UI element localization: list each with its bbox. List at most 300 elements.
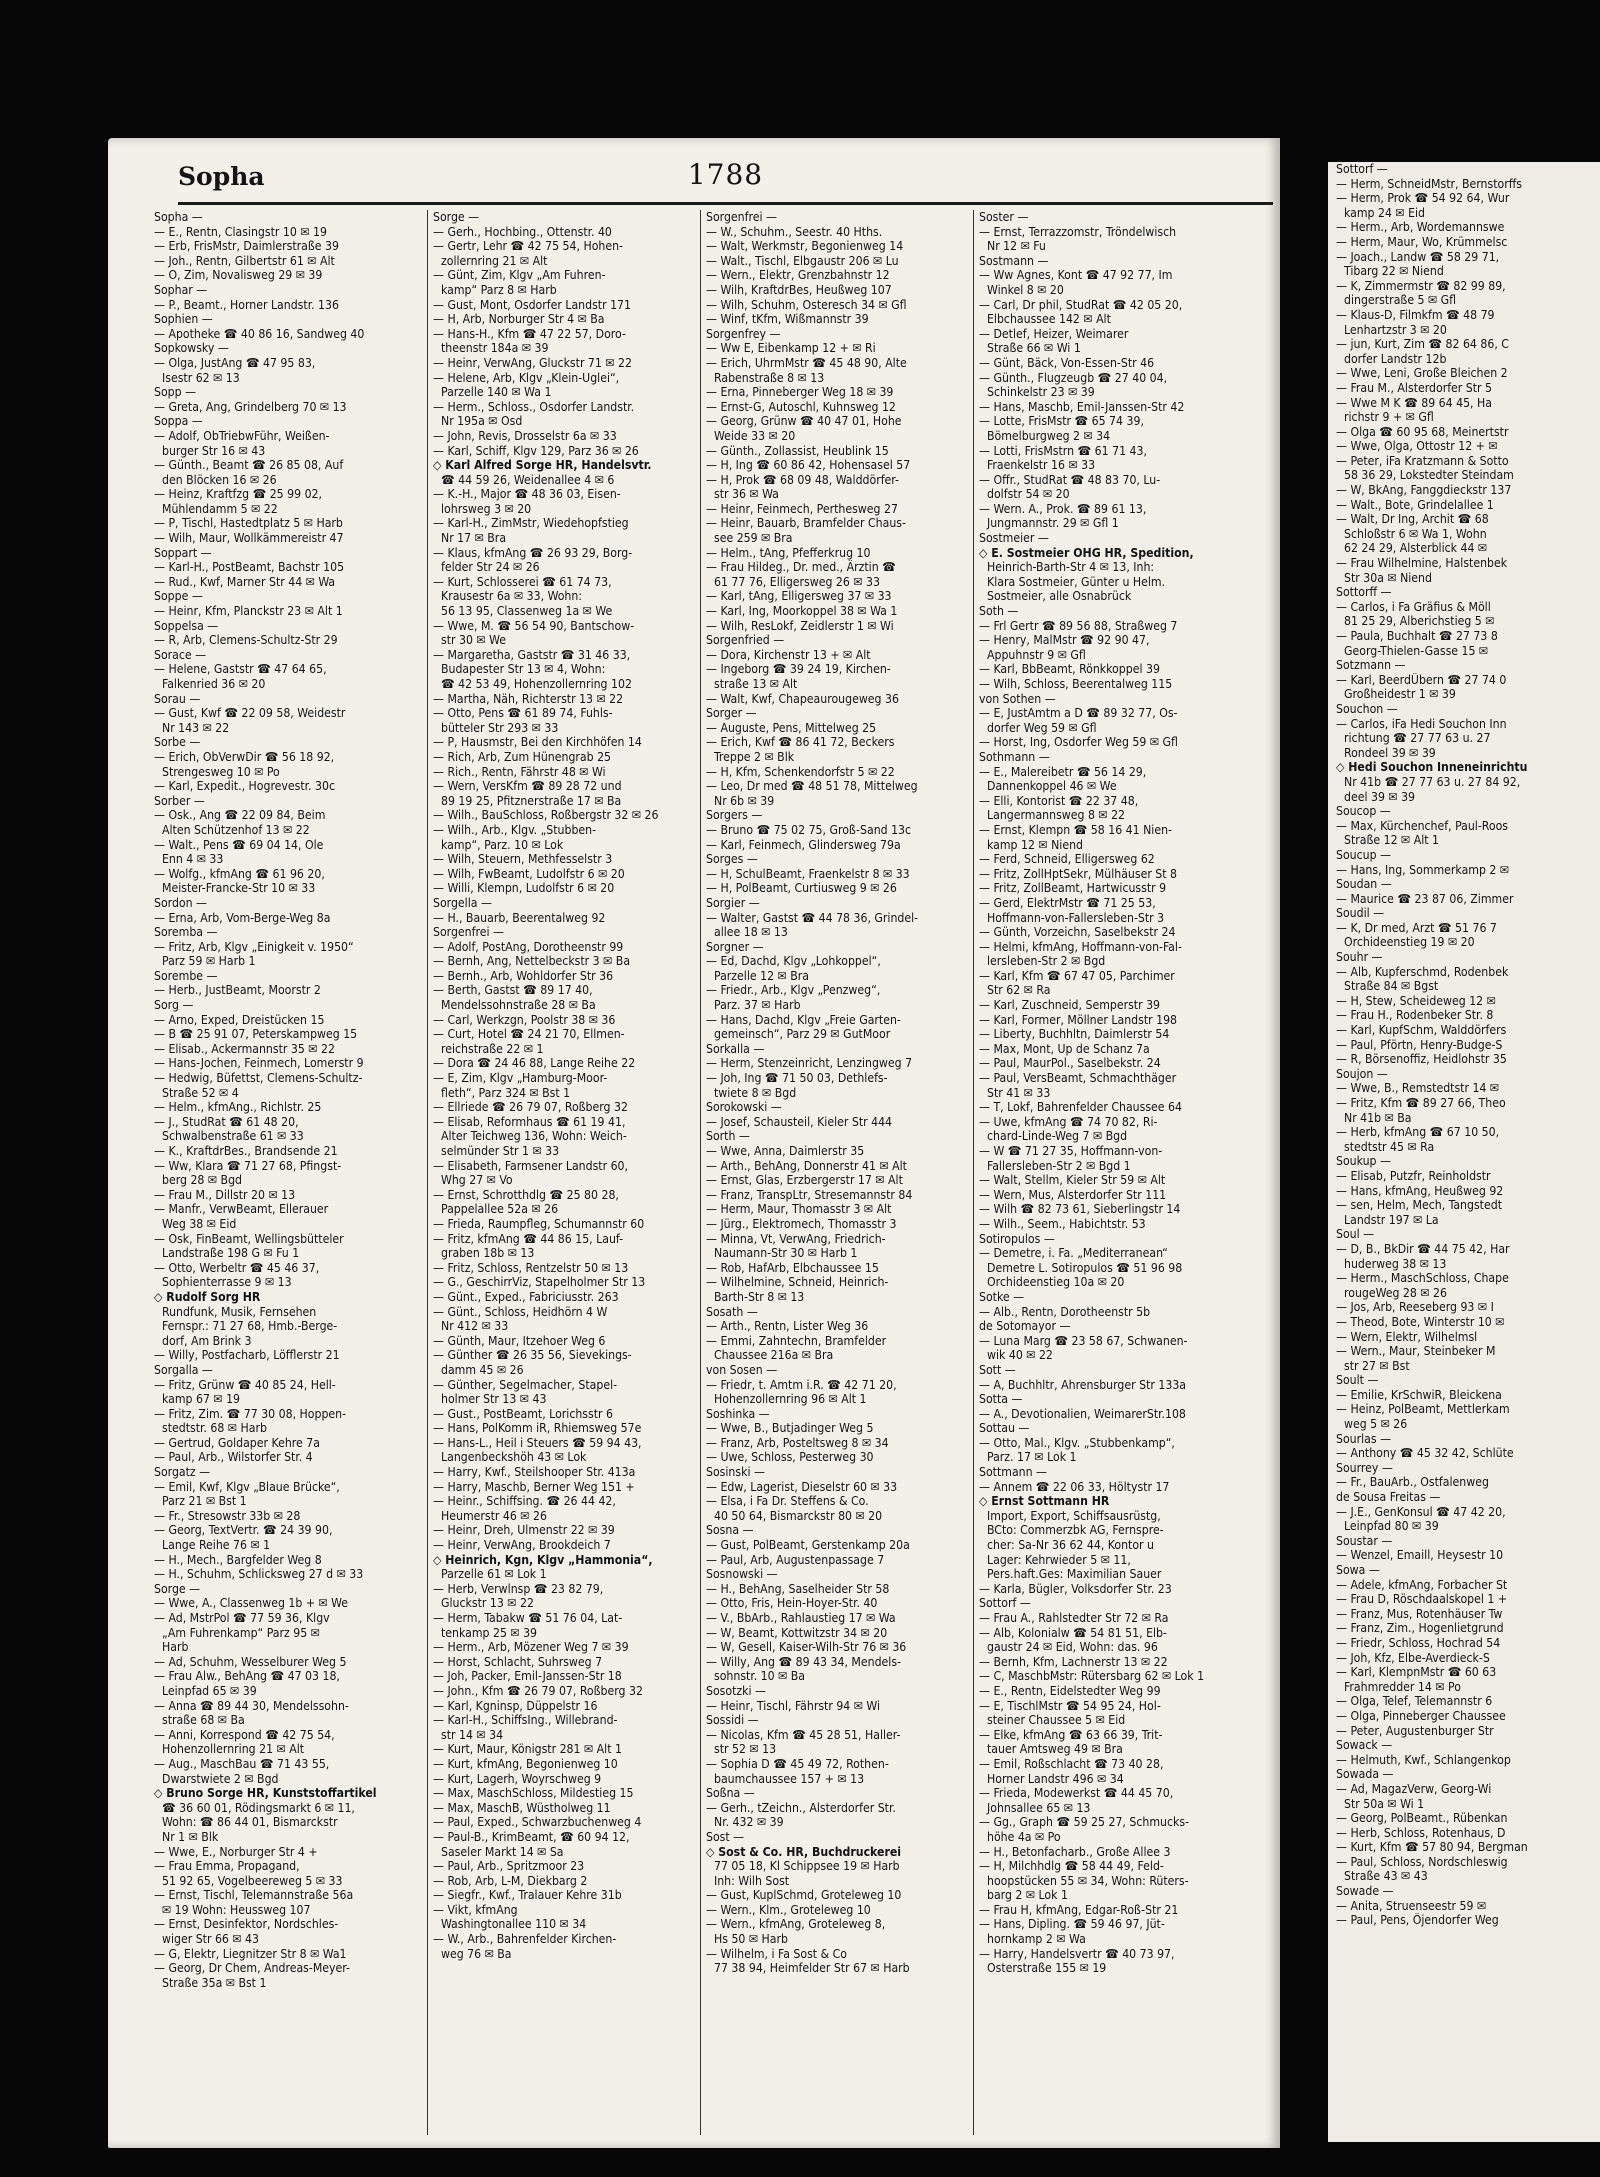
directory-entry-line: fleth“, Parz 324 ✉ Bst 1 [441, 1085, 571, 1100]
directory-entry-line: — G., GeschirrViz, Stapelholmer Str 13 [433, 1275, 646, 1290]
directory-entry-line: — Wwe, B., Butjadinger Weg 5 [706, 1421, 874, 1436]
directory-entry-line: — Willy, Postfacharb, Löfflerstr 21 [154, 1348, 340, 1363]
directory-entry-line: 77 05 18, Kl Schippsee 19 ✉ Harb [714, 1859, 900, 1874]
directory-entry-line: — Paul, Exped., Schwarzbuchenweg 4 [433, 1815, 642, 1830]
directory-entry-line: — H, Ing ☎ 60 86 42, Hohensasel 57 [706, 458, 911, 473]
directory-entry-line: — Aug., MaschBau ☎ 71 43 55, [154, 1756, 330, 1771]
directory-entry-line: — W., Arb., Bahrenfelder Kirchen- [433, 1932, 617, 1947]
directory-entry-line: stedtstr 45 ✉ Ra [1344, 1139, 1435, 1154]
directory-entry-line: — Frau Wilhelmine, Halstenbek [1336, 556, 1508, 571]
directory-entry-line: Fernspr.: 71 27 68, Hmb.-Berge- [162, 1319, 338, 1334]
surname-heading: Sottorf — [979, 1596, 1031, 1611]
directory-entry-line: — Liberty, Buchhltn, Daimlerstr 54 [979, 1027, 1170, 1042]
directory-entry-line: — Kurt, Kfm ☎ 57 80 94, Bergman [1336, 1840, 1528, 1855]
directory-entry-line: — Wilh, Maur, Wollkämmereistr 47 [154, 531, 344, 546]
directory-entry-line: rougeWeg 28 ✉ 26 [1344, 1285, 1447, 1300]
directory-entry-line: str 14 ✉ 34 [441, 1727, 504, 1742]
directory-entry-line: — Paul, Pens, Öjendorfer Weg [1336, 1913, 1499, 1928]
directory-entry-line: Schwalbenstraße 61 ✉ 33 [162, 1129, 304, 1144]
directory-entry-line: — Harry, Handelsvertr ☎ 40 73 97, [979, 1946, 1175, 1961]
directory-entry-line: — Wern, Mus, Alsterdorfer Str 111 [979, 1187, 1167, 1202]
directory-entry-line: — Frau H, kfmAng, Edgar-Roß-Str 21 [979, 1902, 1179, 1917]
directory-entry-line: — Hans, kfmAng, Heußweg 92 [1336, 1183, 1504, 1198]
directory-entry-line: — R, Arb, Clemens-Schultz-Str 29 [154, 633, 338, 648]
directory-entry-line: — Erna, Pinneberger Weg 18 ✉ 39 [706, 385, 894, 400]
directory-entry-line: — Karl, Former, Möllner Landstr 198 [979, 1012, 1178, 1027]
directory-entry-line: — Adele, kfmAng, Forbacher St [1336, 1577, 1508, 1592]
surname-heading: Sossidi — [706, 1713, 759, 1728]
directory-entry-line: Nr 41b ☎ 27 77 63 u. 27 84 92, [1344, 774, 1521, 789]
directory-entry-line: 81 25 29, Alberichstieg 5 ✉ [1344, 614, 1495, 629]
directory-entry-line: — Olga ☎ 60 95 68, Meinertstr [1336, 424, 1509, 439]
directory-entry-line: — Wilh, FwBeamt, Ludolfstr 6 ✉ 20 [433, 866, 625, 881]
directory-entry-line: — Heinr, VerwAng, Brookdeich 7 [433, 1538, 611, 1553]
surname-heading: de Sotomayor — [979, 1319, 1071, 1334]
directory-entry-line: Weg 38 ✉ Eid [162, 1216, 237, 1231]
directory-entry-line: — Demetre, i. Fa. „Mediterranean“ [979, 1246, 1168, 1261]
directory-entry-line: Enn 4 ✉ 33 [162, 852, 224, 867]
directory-entry-line: — Herb, Verwlnsp ☎ 23 82 79, [433, 1581, 604, 1596]
directory-entry-line: Str 41 ✉ 33 [987, 1085, 1051, 1100]
directory-entry-line: — Günth., Beamt ☎ 26 85 08, Auf [154, 458, 344, 473]
surname-heading: Sordon — [154, 895, 208, 910]
directory-entry-line: — Ad, MagazVerw, Georg-Wi [1336, 1781, 1492, 1796]
directory-entry-line: stedtstr. 68 ✉ Harb [162, 1421, 267, 1436]
directory-entry-line: — Hans, Ing, Sommerkamp 2 ✉ [1336, 862, 1510, 877]
directory-entry-line: — Vikt, kfmAng [433, 1902, 518, 1917]
directory-entry-line: — Herb, kfmAng ☎ 67 10 50, [1336, 1125, 1500, 1140]
directory-entry-line: Parz 59 ✉ Harb 1 [162, 954, 256, 969]
directory-entry-line: graben 18b ✉ 13 [441, 1246, 535, 1261]
directory-entry-line: — Herb., JustBeamt, Moorstr 2 [154, 983, 321, 998]
directory-entry-line: — Kurt, Schlosserei ☎ 61 74 73, [433, 574, 612, 589]
directory-entry-line: gaustr 24 ✉ Eid, Wohn: das. 96 [987, 1640, 1158, 1655]
directory-entry-line: — Gust, KuplSchmd, Groteleweg 10 [706, 1888, 902, 1903]
directory-entry-line: str 36 ✉ Wa [714, 487, 779, 502]
surname-heading: Sorgenfrei — [433, 925, 504, 940]
directory-entry-line: Str 30a ✉ Niend [1344, 570, 1432, 585]
directory-entry-line: Washingtonallee 110 ✉ 34 [441, 1917, 587, 1932]
directory-entry-line: — Theod, Bote, Winterstr 10 ✉ [1336, 1314, 1505, 1329]
directory-entry-line: — E, Zim, Klgv „Hamburg-Moor- [433, 1071, 608, 1086]
directory-entry-line: — H, PolBeamt, Curtiusweg 9 ✉ 26 [706, 881, 897, 896]
directory-entry-line: — P., Beamt., Horner Landstr. 136 [154, 297, 339, 312]
surname-heading: Soucop — [1336, 804, 1391, 819]
directory-entry-line: — Günth, Vorzeichn, Saselbekstr 24 [979, 925, 1176, 940]
surname-heading: Sorge — [154, 1581, 201, 1596]
directory-entry-line: — sen, Helm, Mech, Tangstedt [1336, 1198, 1502, 1213]
directory-entry-line: — Wwe, B., Remstedtstr 14 ✉ [1336, 1081, 1500, 1096]
directory-entry-line: Straße 35a ✉ Bst 1 [162, 1975, 267, 1990]
directory-entry-line: Naumann-Str 30 ✉ Harb 1 [714, 1246, 858, 1261]
directory-entry-line: Jungmannstr. 29 ✉ Gfl 1 [987, 516, 1119, 531]
directory-entry-line: — Wern., Klm., Groteleweg 10 [706, 1902, 871, 1917]
directory-entry-line: — Ingeborg ☎ 39 24 19, Kirchen- [706, 662, 891, 677]
directory-entry-line: — jun, Kurt, Zim ☎ 82 64 86, C [1336, 337, 1509, 352]
surname-heading: Sothmann — [979, 749, 1050, 764]
directory-entry-line: — Emil, Roßschlacht ☎ 73 40 28, [979, 1756, 1164, 1771]
directory-entry-line: — Gerh., tZeichn., Alsterdorfer Str. [706, 1800, 896, 1815]
surname-heading: Sorgier — [706, 895, 760, 910]
surname-heading: Sottmann — [979, 1465, 1048, 1480]
directory-entry-line: — Klaus-D, Filmkfm ☎ 48 79 [1336, 307, 1495, 322]
surname-heading: Sowa — [1336, 1563, 1380, 1577]
directory-entry-line: Fallersleben-Str 2 ✉ Bgd 1 [987, 1158, 1131, 1173]
directory-columns [154, 210, 1274, 2135]
directory-entry-line: — Günther, Segelmacher, Stapel- [433, 1377, 618, 1392]
surname-heading: Soshinka — [706, 1406, 770, 1421]
directory-entry-line: — Arth., BehAng, Donnerstr 41 ✉ Alt [706, 1158, 907, 1173]
directory-entry-line: — Ernst, Terrazzomstr, Tröndelwisch [979, 224, 1177, 239]
directory-entry-line: — Georg, TextVertr. ☎ 24 39 90, [154, 1523, 333, 1538]
directory-entry-line: — Alb, Kupferschmd, Rodenbek [1336, 964, 1509, 979]
surname-heading: Sott — [979, 1362, 1016, 1377]
column-2 [427, 210, 695, 2135]
directory-entry-line: — Adolf, ObTriebwFühr, Weißen- [154, 428, 330, 443]
directory-entry-line: — Paul, Arb., Spritzmoor 23 [433, 1859, 585, 1874]
directory-entry-line: — Olga, Pinneberger Chaussee [1336, 1708, 1506, 1723]
directory-entry-line: Nr 195a ✉ Osd [441, 414, 523, 429]
directory-entry-line: — Wwe, Anna, Daimlerstr 35 [706, 1144, 865, 1158]
directory-entry-line: Chaussee 216a ✉ Bra [714, 1348, 834, 1363]
directory-entry-line: — H, Milchhdlg ☎ 58 44 49, Feld- [979, 1859, 1164, 1874]
surname-heading: Sowada — [1336, 1767, 1394, 1782]
directory-entry-line: Heinrich-Barth-Str 4 ✉ 13, Inh: [987, 560, 1155, 575]
directory-entry-line: — Bernh, Ang, Nettelbeckstr 3 ✉ Ba [433, 954, 631, 969]
directory-entry-line: Osterstraße 155 ✉ 19 [987, 1961, 1107, 1976]
directory-entry-line: — Osk, FinBeamt, Wellingsbütteler [154, 1231, 344, 1246]
directory-entry-line: — Osk., Ang ☎ 22 09 84, Beim [154, 808, 326, 823]
directory-entry-line: — Karl, BeerdÜbern ☎ 27 74 0 [1336, 672, 1507, 687]
directory-entry-line: Treppe 2 ✉ Blk [714, 749, 795, 764]
directory-entry-line: — Karl, tAng, Elligersweg 37 ✉ 33 [706, 589, 892, 604]
directory-entry-line: — H., Mech., Bargfelder Weg 8 [154, 1552, 322, 1567]
directory-entry-line: Klara Sostmeier, Günter u Helm. [987, 574, 1166, 589]
directory-entry-line: — Herm, Maur, Thomasstr 3 ✉ Alt [706, 1202, 892, 1217]
directory-entry-line: — Nicolas, Kfm ☎ 45 28 51, Haller- [706, 1727, 901, 1742]
directory-entry-line: Rundfunk, Musik, Fernsehen [162, 1304, 317, 1319]
directory-entry-line: Horner Landstr 496 ✉ 34 [987, 1771, 1124, 1786]
directory-entry-line: — Erich, ObVerwDir ☎ 56 18 92, [154, 749, 335, 764]
directory-entry-line: — Maurice ☎ 23 87 06, Zimmer [1336, 891, 1514, 906]
surname-heading: von Sosen — [706, 1362, 778, 1377]
directory-entry-line: — Franz, TranspLtr, Stresemannstr 84 [706, 1187, 913, 1202]
directory-entry-line: 77 38 94, Heimfelder Str 67 ✉ Harb [714, 1961, 910, 1976]
directory-entry-line: — Günt, Zim, Klgv „Am Fuhren- [433, 268, 606, 283]
directory-entry-line: — Elke, kfmAng ☎ 63 66 39, Trit- [979, 1727, 1163, 1742]
surname-heading: Sowack — [1336, 1738, 1393, 1753]
directory-entry-line: richtung ☎ 27 77 63 u. 27 [1344, 731, 1491, 746]
directory-entry-line: — Jos, Arb, Reeseberg 93 ✉ I [1336, 1300, 1494, 1315]
directory-entry-line: — Wern., Maur, Steinbeker M [1336, 1344, 1496, 1359]
directory-entry-line: höhe 4a ✉ Po [987, 1829, 1061, 1844]
surname-heading: Soujon — [1336, 1066, 1388, 1081]
surname-heading: Sottorff — [1336, 585, 1392, 600]
directory-entry-line: 89 19 25, Pfitznerstraße 17 ✉ Ba [441, 793, 622, 808]
directory-entry-line: — Carl, Dr phil, StudRat ☎ 42 05 20, [979, 297, 1183, 312]
surname-heading: Soult — [1336, 1373, 1379, 1388]
directory-entry-line: Langenbeckshöh 43 ✉ Lok [441, 1450, 587, 1465]
directory-entry-line: — Ernst, Glas, Erzbergerstr 17 ✉ Alt [706, 1173, 903, 1188]
directory-entry-line: — O, Zim, Novalisweg 29 ✉ 39 [154, 268, 323, 283]
directory-entry-line: — Offr., StudRat ☎ 48 83 70, Lu- [979, 472, 1161, 487]
directory-entry-line: — Berth, Gastst ☎ 89 17 40, [433, 983, 593, 998]
directory-entry-line: Orchideenstieg 10a ✉ 20 [987, 1275, 1125, 1290]
surname-heading: Sorth — [706, 1129, 750, 1144]
directory-entry-line: — Helm., kfmAng., Richlstr. 25 [154, 1100, 322, 1115]
directory-entry-line: — Peter, iFa Kratzmann & Sotto [1336, 453, 1509, 468]
surname-heading: Sorau — [154, 691, 201, 706]
directory-entry-line: — Uwe, kfmAng ☎ 74 70 82, Ri- [979, 1114, 1158, 1129]
directory-entry-line: — Franz, Mus, Rotenhäuser Tw [1336, 1606, 1503, 1621]
directory-entry-line: — Carlos, i Fa Gräfius & Möll [1336, 599, 1491, 614]
directory-entry-line: — Herm, Stenzeinricht, Lenzingweg 7 [706, 1056, 913, 1071]
surname-heading: Sost — [706, 1829, 745, 1844]
directory-entry-line: — Dora, Kirchenstr 13 + ✉ Alt [706, 647, 871, 662]
directory-entry-line: lersleben-Str 2 ✉ Bgd [987, 954, 1106, 969]
directory-entry-line: — Wwe M K ☎ 89 64 45, Ha [1336, 395, 1492, 410]
directory-entry-line: — Otto, Fris, Hein-Hoyer-Str. 40 [706, 1596, 878, 1611]
directory-entry-line: — Ernst-G, Autoschl, Kuhnsweg 12 [706, 399, 896, 414]
directory-entry-line: — Jürg., Elektromech, Thomasstr 3 [706, 1216, 897, 1231]
directory-entry-line: — E, JustAmtm a D ☎ 89 32 77, Os- [979, 706, 1178, 721]
surname-heading: Sosinski — [706, 1465, 765, 1480]
surname-heading: Soppart — [154, 545, 212, 560]
directory-entry-line: hornkamp 2 ✉ Wa [987, 1932, 1086, 1947]
directory-entry-line: — Helm., tAng, Pfefferkrug 10 [706, 545, 871, 560]
directory-entry-line: steiner Chaussee 5 ✉ Eid [987, 1713, 1126, 1728]
directory-entry-line: — V., BbArb., Rahlaustieg 17 ✉ Wa [706, 1611, 896, 1625]
directory-entry-line: — Joach., Landw ☎ 58 29 71, [1336, 249, 1500, 264]
directory-entry-line: — Fritz, ZollBeamt, Hartwicusstr 9 [979, 881, 1167, 896]
directory-entry-line: — Wenzel, Emaill, Heysestr 10 [1336, 1548, 1504, 1563]
directory-entry-line: — Wilh., Seem., Habichtstr. 53 [979, 1216, 1146, 1231]
directory-entry-line: — Wern., kfmAng, Groteleweg 8, [706, 1917, 886, 1932]
surname-heading: Souhr — [1336, 950, 1383, 965]
directory-entry-line: — H., Betonfacharb., Große Allee 3 [979, 1844, 1171, 1859]
directory-entry-line: — H, Prok ☎ 68 09 48, Walddörfer- [706, 472, 899, 487]
directory-entry-line: felder Str 24 ✉ 26 [441, 560, 540, 575]
directory-entry-line: — Fr., Stresowstr 33b ✉ 28 [154, 1508, 301, 1523]
directory-entry-line: — Joh, Packer, Emil-Janssen-Str 18 [433, 1669, 622, 1684]
directory-entry-line: — Horst, Ing, Osdorfer Weg 59 ✉ Gfl [979, 735, 1178, 750]
directory-entry-line: — Karl, Feinmech, Glindersweg 79a [706, 837, 901, 852]
directory-entry-line: gemeinsch“, Parz 29 ✉ GutMoor [714, 1027, 891, 1042]
directory-entry-line: theenstr 184a ✉ 39 [441, 341, 549, 356]
directory-entry-line: Demetre L. Sotiropulos ☎ 51 96 98 [987, 1260, 1183, 1275]
directory-entry-line: — E, TischlMstr ☎ 54 95 24, Hol- [979, 1698, 1161, 1713]
directory-entry-line: ◇ Rudolf Sorg HR [154, 1289, 261, 1304]
directory-entry-line: Saseler Markt 14 ✉ Sa [441, 1844, 564, 1859]
directory-entry-line: — Karl, Zuschneid, Semperstr 39 [979, 998, 1161, 1013]
directory-entry-line: holmer Str 13 ✉ 43 [441, 1392, 547, 1407]
directory-entry-line: — Wwe, A., Classenweg 1b + ✉ We [154, 1596, 349, 1611]
surname-heading: Sosna — [706, 1523, 754, 1538]
directory-entry-line: — Franz, Zim., Hogenlietgrund [1336, 1621, 1504, 1636]
directory-entry-line: — Wern., Elektr, Grenzbahnstr 12 [706, 268, 890, 283]
directory-entry-line: 56 13 95, Classenweg 1a ✉ We [441, 604, 613, 619]
directory-entry-line: — Olga, JustAng ☎ 47 95 83, [154, 355, 316, 370]
directory-entry-line: — Helmuth, Kwf., Schlangenkop [1336, 1752, 1511, 1767]
directory-entry-line: — Fritz, Grünw ☎ 40 85 24, Hell- [154, 1377, 336, 1392]
directory-entry-line: — Olga, Telef, Telemannstr 6 [1336, 1694, 1493, 1709]
directory-entry-line: — Bernh., Arb, Wohldorfer Str 36 [433, 968, 614, 983]
directory-entry-line: kamp 12 ✉ Niend [987, 837, 1083, 852]
directory-entry-line: — Max, Mont, Up de Schanz 7a [979, 1041, 1150, 1056]
directory-entry-line: Elbchaussee 142 ✉ Alt [987, 312, 1111, 327]
directory-entry-line: — Karl-H., SchiffsIng., Willebrand- [433, 1713, 618, 1728]
directory-entry-line: — Peter, Augustenburger Str [1336, 1723, 1494, 1738]
directory-entry-line: — Kurt, kfmAng, Begonienweg 10 [433, 1756, 618, 1771]
surname-heading: Sotiropulos — [979, 1231, 1055, 1246]
directory-entry-line: lohrsweg 3 ✉ 20 [441, 501, 532, 516]
directory-entry-line: — K, Dr med, Arzt ☎ 51 76 7 [1336, 920, 1497, 935]
directory-entry-line: — Karl, BbBeamt, Rönkkoppel 39 [979, 662, 1160, 677]
directory-entry-line: weg 5 ✉ 26 [1344, 1417, 1408, 1432]
directory-entry-line: — Carlos, iFa Hedi Souchon Inn [1336, 716, 1507, 731]
directory-entry-line: — Karl, Kfm ☎ 67 47 05, Parchimer [979, 968, 1175, 983]
directory-entry-line: zollernring 21 ✉ Alt [441, 253, 548, 268]
directory-entry-line: Straße 43 ✉ 43 [1344, 1869, 1428, 1884]
directory-entry-line: richstr 9 + ✉ Gfl [1344, 410, 1434, 425]
directory-entry-line: — Frau A., Rahlstedter Str 72 ✉ Ra [979, 1611, 1169, 1625]
directory-entry-line: — Gertrud, Goldaper Kehre 7a [154, 1435, 320, 1450]
directory-entry-line: — Walt, Dr Ing, Archit ☎ 68 [1336, 512, 1489, 527]
directory-entry-line: — Wwe, Leni, Große Bleichen 2 [1336, 366, 1508, 381]
directory-entry-line: — Herm., Arb, Wordemannswe [1336, 220, 1505, 235]
directory-entry-line: — Wilh, Schuhm, Osteresch 34 ✉ Gfl [706, 297, 907, 312]
directory-entry-line: — Paul, Arb., Wilstorfer Str. 4 [154, 1450, 313, 1465]
directory-entry-line: ◇ E. Sostmeier OHG HR, Spedition, [979, 545, 1194, 560]
directory-entry-line: ◇ Ernst Sottmann HR [979, 1494, 1110, 1509]
directory-entry-line: — Josef, Schausteil, Kieler Str 444 [706, 1114, 893, 1129]
surname-heading: Sottau — [979, 1421, 1030, 1436]
directory-entry-line: ◇ Heinrich, Kgn, Klgv „Hammonia“, [433, 1552, 653, 1567]
directory-entry-line: — Gg., Graph ☎ 59 25 27, Schmucks- [979, 1815, 1190, 1830]
directory-entry-line: — Fritz, Schloss, Rentzelstr 50 ✉ 13 [433, 1260, 629, 1275]
directory-entry-line: ☎ 44 59 26, Weidenallee 4 ✉ 6 [441, 472, 615, 487]
directory-entry-line: kamp 67 ✉ 19 [162, 1392, 241, 1407]
directory-entry-line: Parzelle 12 ✉ Bra [714, 968, 809, 983]
directory-entry-line: — Henry, MalMstr ☎ 92 90 47, [979, 633, 1150, 648]
directory-entry-line: — Herm., Schloss., Osdorfer Landstr. [433, 399, 635, 414]
directory-entry-line: — Hans-L., Heil i Steuers ☎ 59 94 43, [433, 1435, 642, 1450]
directory-entry-line: — Karl-H., ZimMstr, Wiedehopfstieg [433, 516, 629, 531]
directory-entry-line: — Erich, Kwf ☎ 86 41 72, Beckers [706, 735, 895, 750]
directory-entry-line: — Frau Hildeg., Dr. med., Ärztin ☎ [706, 560, 896, 575]
directory-entry-line: — Helene, Gaststr ☎ 47 64 65, [154, 662, 327, 677]
directory-entry-line: Nr 41b ✉ Ba [1344, 1110, 1412, 1125]
surname-heading: Sorge — [433, 210, 480, 224]
surname-heading: Sottorf — [1336, 162, 1388, 176]
directory-entry-line: — Günt, Bäck, Von-Essen-Str 46 [979, 355, 1155, 370]
directory-entry-line: Parz. 17 ✉ Lok 1 [987, 1450, 1077, 1465]
directory-entry-line: Hs 50 ✉ Harb [714, 1932, 788, 1947]
directory-entry-line: — Wwe, Olga, Ottostr 12 + ✉ [1336, 439, 1498, 454]
directory-entry-line: allee 18 ✉ 13 [714, 925, 788, 940]
directory-entry-line: — Hans, PolKomm iR, Rhiemsweg 57e [433, 1421, 642, 1436]
directory-entry-line: — Gerh., Hochbing., Ottenstr. 40 [433, 224, 612, 239]
directory-entry-line: — Heinz, PolBeamt, Mettlerkam [1336, 1402, 1510, 1417]
directory-entry-line: Falkenried 36 ✉ 20 [162, 677, 266, 691]
directory-entry-line: — Walt, Werkmstr, Begonienweg 14 [706, 239, 904, 254]
directory-entry-line: — Anna ☎ 89 44 30, Mendelssohn- [154, 1698, 349, 1713]
directory-entry-line: Landstraße 198 G ✉ Fu 1 [162, 1246, 300, 1261]
directory-entry-line: — Arno, Exped, Dreistücken 15 [154, 1012, 325, 1027]
directory-entry-line: Alter Teichweg 136, Wohn: Weich- [441, 1129, 627, 1144]
directory-entry-line: — Siegfr., Kwf., Tralauer Kehre 31b [433, 1888, 622, 1903]
directory-entry-line: ☎ 42 53 49, Hohenzollernring 102 [441, 677, 632, 691]
directory-entry-line: — Greta, Ang, Grindelberg 70 ✉ 13 [154, 399, 347, 414]
directory-entry-line: — H, Stew, Scheideweg 12 ✉ [1336, 993, 1496, 1008]
directory-entry-line: — Paula, Buchhalt ☎ 27 73 8 [1336, 629, 1498, 643]
directory-entry-line: — Joh, Kfz, Elbe-Averdieck-S [1336, 1650, 1490, 1665]
column-1 [154, 210, 416, 2135]
directory-entry-line: — Paul, Arb, Augustenpassage 7 [706, 1552, 885, 1567]
directory-entry-line: kamp 24 ✉ Eid [1344, 205, 1426, 220]
directory-entry-line: — Fritz, kfmAng ☎ 44 86 15, Lauf- [433, 1231, 624, 1246]
directory-entry-line: Hohenzollernring 21 ✉ Alt [162, 1742, 305, 1757]
directory-entry-line: — Uwe, Schloss, Pesterweg 30 [706, 1450, 874, 1465]
directory-entry-line: — Klaus, kfmAng ☎ 26 93 29, Borg- [433, 545, 633, 560]
surname-heading: Sotta — [979, 1392, 1023, 1407]
directory-entry-line: kamp“ Parz 8 ✉ Harb [441, 282, 557, 297]
column-4 [973, 210, 1241, 2135]
directory-entry-line: — Wilhelm, i Fa Sost & Co [706, 1946, 847, 1961]
surname-heading: de Sousa Freitas — [1336, 1490, 1441, 1505]
directory-entry-line: damm 45 ✉ 26 [441, 1362, 524, 1377]
directory-entry-line: — Willy, Ang ☎ 89 43 34, Mendels- [706, 1654, 902, 1669]
directory-entry-line: — Wwe, E., Norburger Str 4 + [154, 1844, 318, 1859]
directory-entry-line: — Willi, Klempn, Ludolfstr 6 ✉ 20 [433, 881, 615, 896]
surname-heading: Sorber — [154, 793, 205, 808]
adjacent-page [1328, 162, 1600, 2142]
surname-heading: von Sothen — [979, 691, 1056, 706]
directory-entry-line: — Ernst, Desinfektor, Nordschles- [154, 1917, 339, 1932]
directory-entry-line: Leinpfad 80 ✉ 39 [1344, 1519, 1439, 1534]
directory-entry-line: — Minna, Vt, VerwAng, Friedrich- [706, 1231, 886, 1246]
directory-entry-line: Parz. 37 ✉ Harb [714, 998, 801, 1013]
directory-entry-line: — Wilh, KraftdrBes, Heußweg 107 [706, 282, 892, 297]
directory-entry-line: — K., KraftdrBes., Brandsende 21 [154, 1144, 338, 1158]
directory-entry-line: — J.E., GenKonsul ☎ 47 42 20, [1336, 1504, 1506, 1519]
directory-entry-line: — Herm, Prok ☎ 54 92 64, Wur [1336, 191, 1510, 206]
directory-entry-line: — Joh., Rentn, Gilbertstr 61 ✉ Alt [154, 253, 335, 268]
surname-heading: Sourlas — [1336, 1431, 1392, 1446]
directory-entry-line: — Friedr, Schloss, Hochrad 54 [1336, 1635, 1501, 1650]
directory-entry-line: — Günth., Flugzeugb ☎ 27 40 04, [979, 370, 1168, 385]
surname-heading: Soth — [979, 604, 1019, 619]
directory-entry-line: — Annem ☎ 22 06 33, Höltystr 17 [979, 1479, 1170, 1494]
directory-entry-line: — D, B., BkDir ☎ 44 75 42, Har [1336, 1241, 1510, 1256]
directory-entry-line: — Gerd, ElektrMstr ☎ 71 25 53, [979, 895, 1156, 910]
directory-entry-line: — Herm., Arb, Mözener Weg 7 ✉ 39 [433, 1640, 629, 1655]
directory-entry-line: — Bernh, Kfm, Lachnerstr 13 ✉ 22 [979, 1654, 1168, 1669]
directory-entry-line: — Paul, VersBeamt, Schmachthäger [979, 1071, 1177, 1086]
directory-entry-line: Rondeel 39 ✉ 39 [1344, 745, 1436, 760]
directory-entry-line: Straße 66 ✉ Wi 1 [987, 341, 1081, 356]
directory-entry-line: kamp“, Parz. 10 ✉ Lok [441, 837, 564, 852]
directory-entry-line: 62 24 29, Alsterblick 44 ✉ [1344, 541, 1488, 556]
directory-entry-line: Parz 21 ✉ Bst 1 [162, 1494, 247, 1509]
directory-entry-line: — Elli, Kontorist ☎ 22 37 48, [979, 793, 1139, 808]
surname-heading: Sophien — [154, 312, 213, 327]
directory-entry-line: dolfstr 54 ✉ 20 [987, 487, 1070, 502]
directory-entry-line: — Lotte, FrisMstr ☎ 65 74 39, [979, 414, 1144, 429]
directory-entry-line: — Anthony ☎ 45 32 42, Schlüte [1336, 1446, 1514, 1461]
directory-entry-line: — W, Beamt, Kottwitzstr 34 ✉ 20 [706, 1625, 888, 1640]
directory-entry-line: dorf, Am Brink 3 [162, 1333, 252, 1348]
